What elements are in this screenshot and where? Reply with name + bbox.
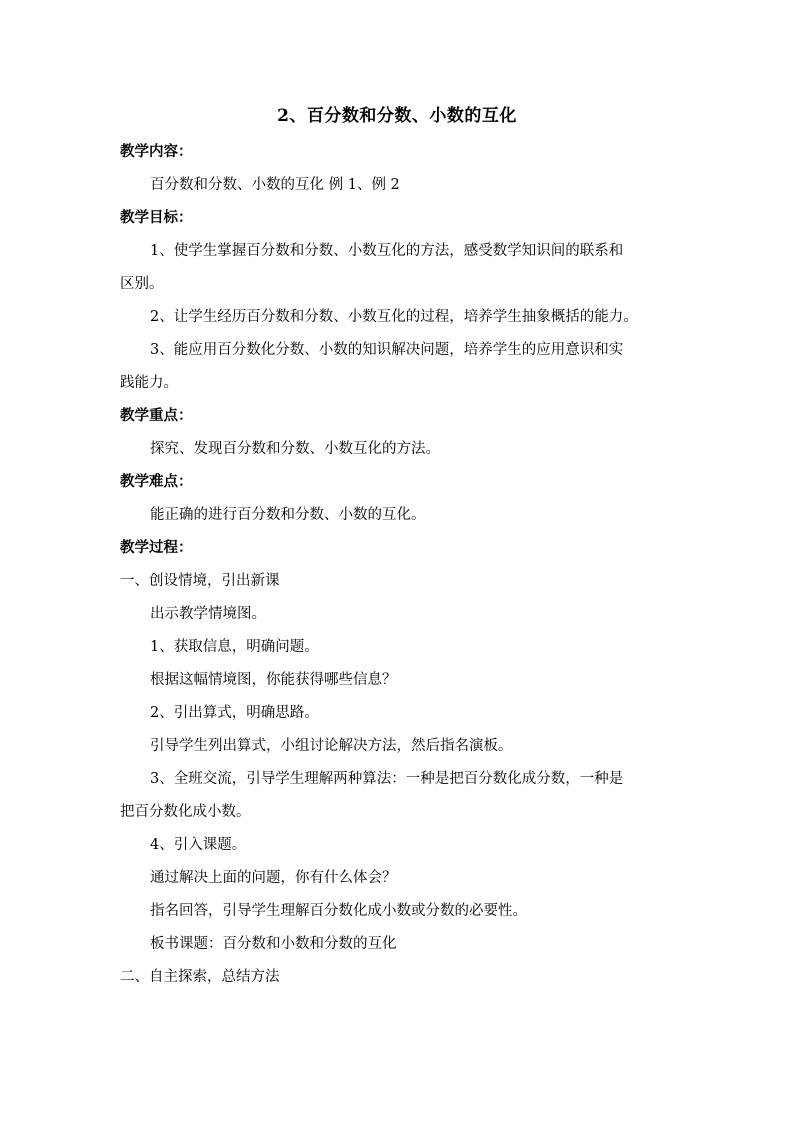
goals-heading: 教学目标： (120, 209, 193, 226)
part1-title: 一、创设情境，引出新课 (120, 573, 280, 589)
key-text: 探究、发现百分数和分数、小数互化的方法。 (150, 441, 440, 457)
process-heading: 教学过程： (120, 539, 193, 556)
goal1-line2: 区别。 (120, 276, 164, 292)
paragraph-7: 4、引入课题。 (150, 837, 247, 853)
key-heading: 教学重点： (120, 407, 193, 424)
difficulty-heading: 教学难点： (120, 473, 193, 490)
goal3-line1: 3、能应用百分数化分数、小数的知识解决问题，培养学生的应用意识和实 (150, 342, 624, 358)
paragraph-4: 2、引出算式，明确思路。 (150, 705, 319, 721)
paragraph-1: 出示教学情境图。 (150, 606, 266, 622)
paragraph-5: 引导学生列出算式，小组讨论解决方法，然后指名演板。 (150, 738, 513, 754)
goal1-line1: 1、使学生掌握百分数和分数、小数互化的方法，感受数学知识间的联系和 (150, 243, 624, 259)
part2-title: 二、自主探索，总结方法 (120, 969, 280, 985)
content-text: 百分数和分数、小数的互化 例 1、例 2 (150, 177, 400, 193)
paragraph-3: 根据这幅情境图，你能获得哪些信息？ (150, 672, 397, 688)
paragraph-10: 板书课题：百分数和小数和分数的互化 (150, 936, 397, 952)
paragraph-8: 通过解决上面的问题，你有什么体会？ (150, 870, 397, 886)
paragraph-2: 1、获取信息，明确问题。 (150, 639, 319, 655)
goal3-line2: 践能力。 (120, 375, 178, 391)
paragraph-9: 指名回答，引导学生理解百分数化成小数或分数的必要性。 (150, 903, 527, 919)
paragraph-6-line1: 3、全班交流，引导学生理解两种算法：一种是把百分数化成分数，一种是 (150, 771, 624, 787)
paragraph-6-line2: 把百分数化成小数。 (120, 804, 251, 820)
difficulty-text: 能正确的进行百分数和分数、小数的互化。 (150, 507, 426, 523)
document-title: 2、百分数和分数、小数的互化 (277, 106, 517, 126)
goal2: 2、让学生经历百分数和分数、小数互化的过程，培养学生抽象概括的能力。 (150, 309, 638, 325)
content-heading: 教学内容： (120, 143, 193, 160)
